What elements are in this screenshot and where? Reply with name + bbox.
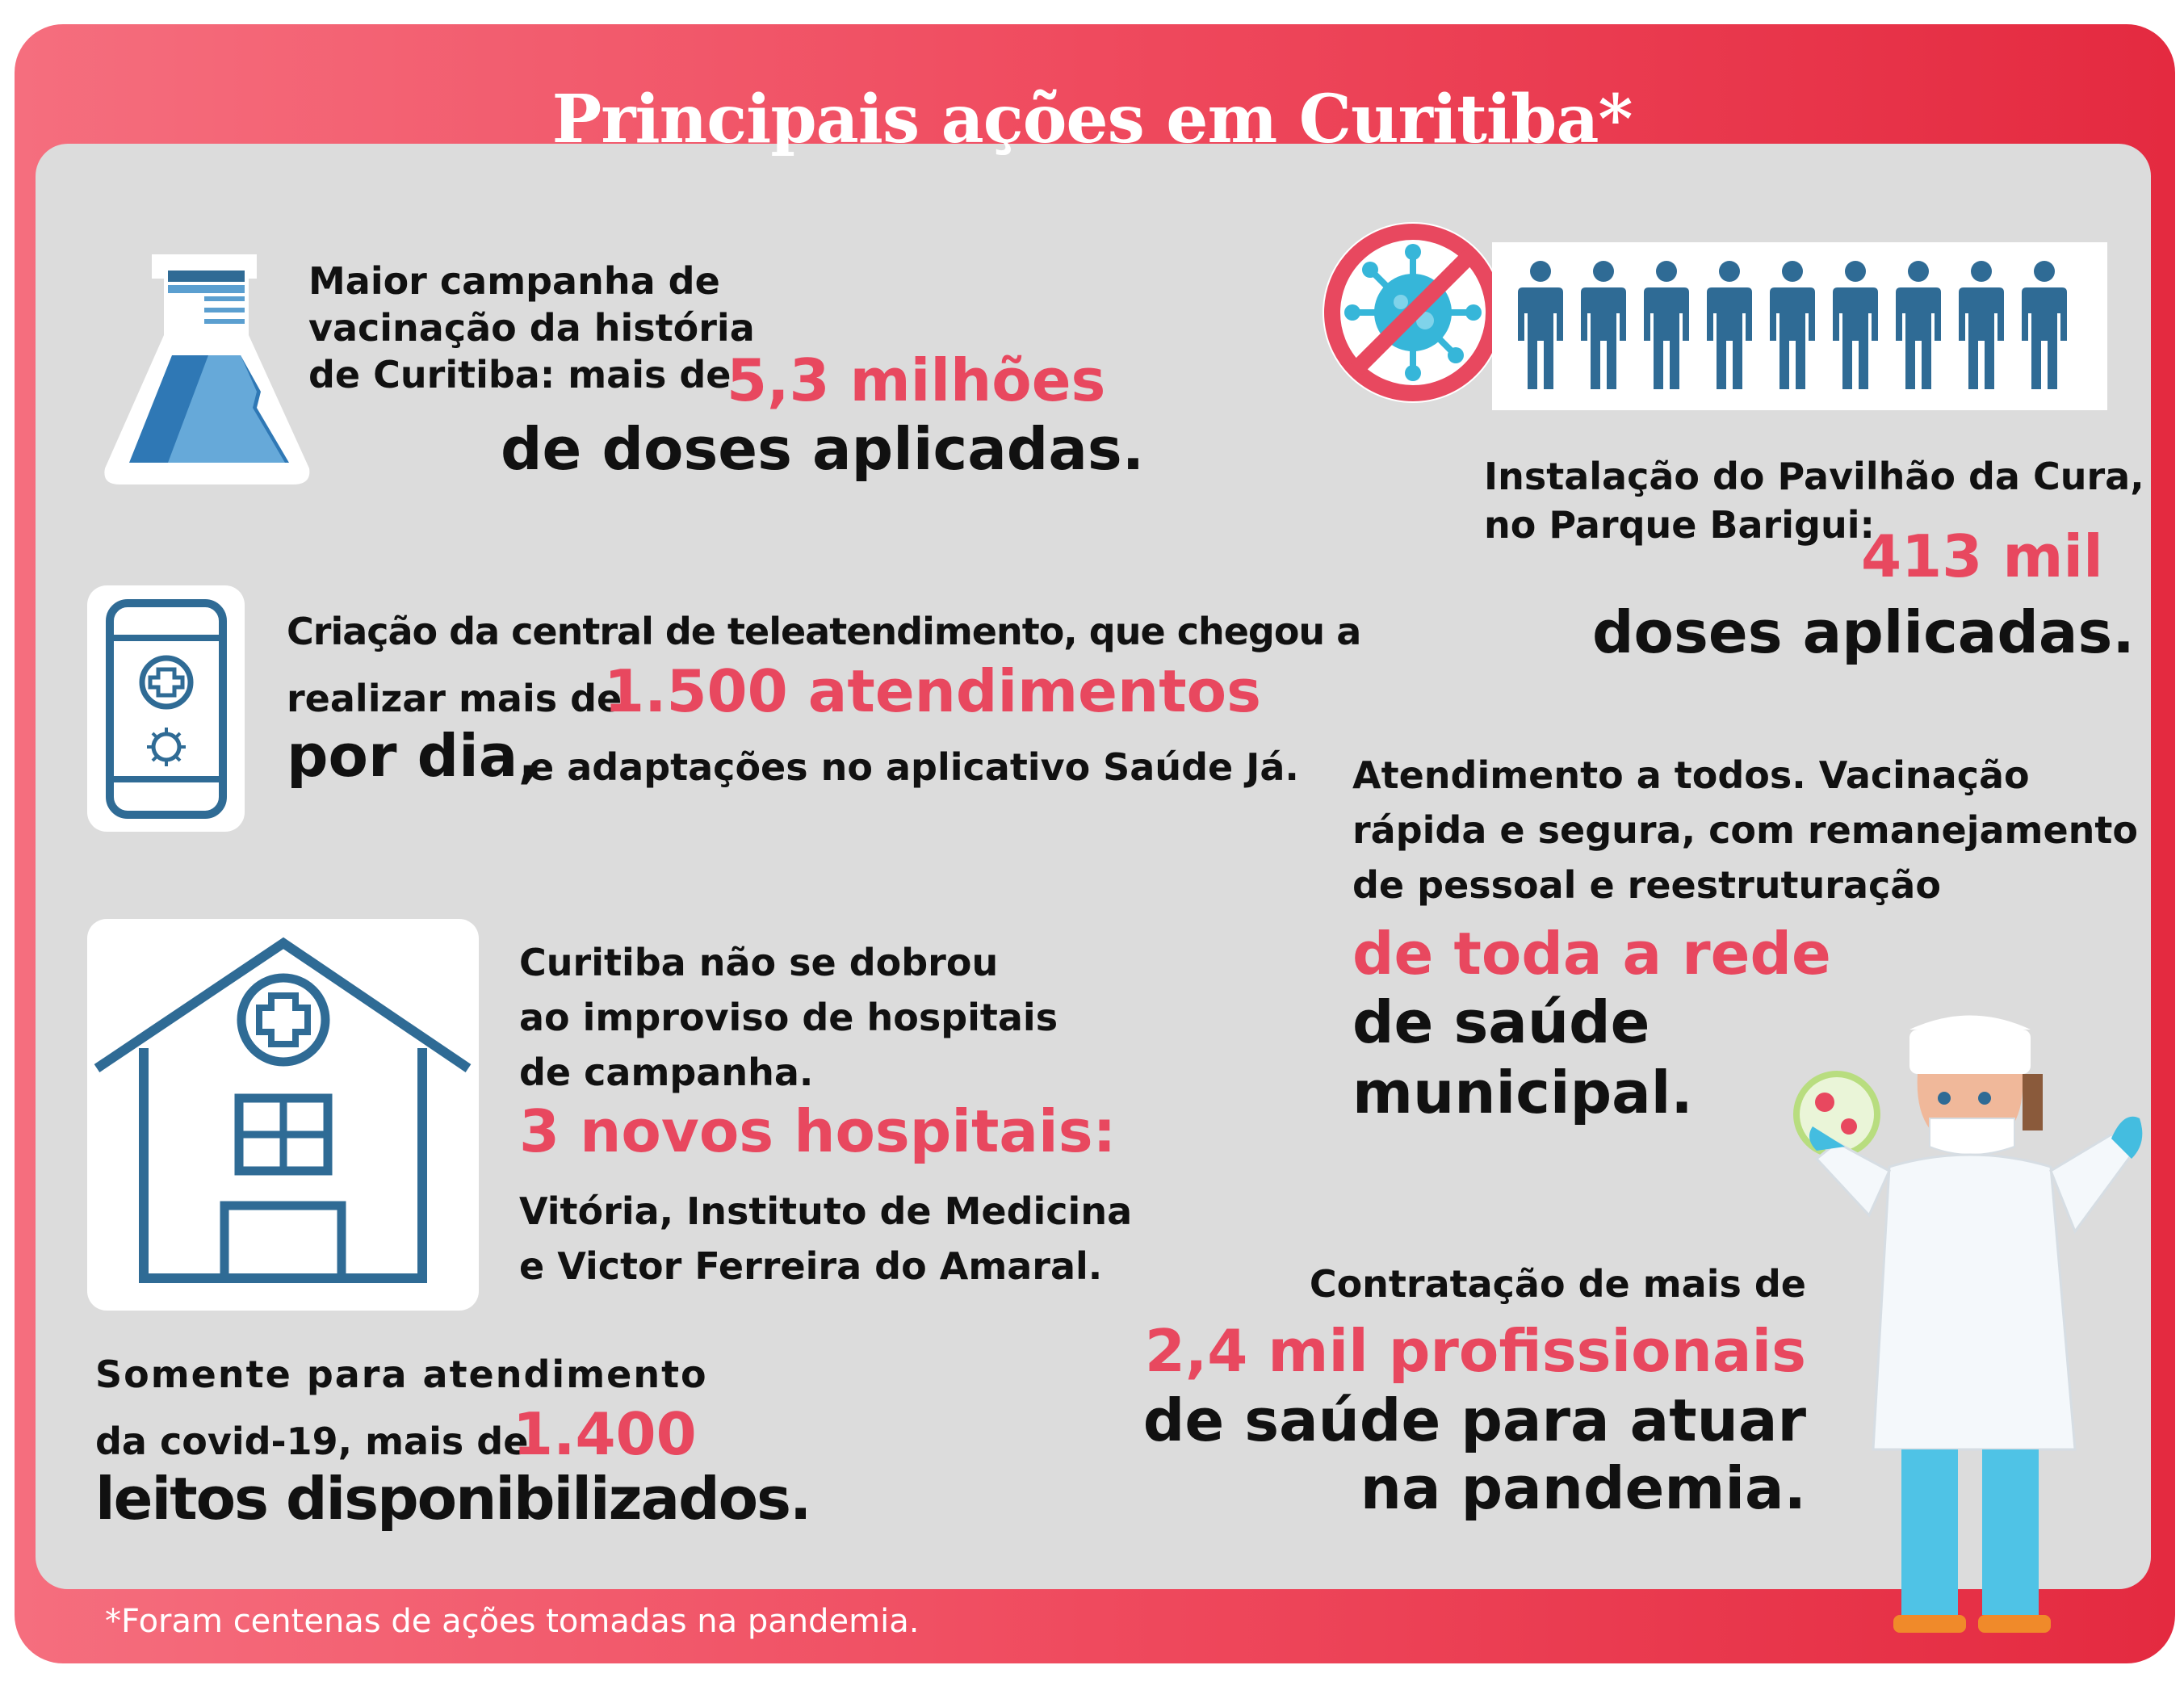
telehealth-highlight: 1.500 atendimentos <box>604 657 1261 725</box>
pavilion-line-1: Instalação do Pavilhão da Cura, <box>1484 455 2144 498</box>
hospitals-line-2: ao improviso de hospitais <box>519 996 1058 1039</box>
people-icon <box>1518 260 2083 396</box>
network-line-5: municipal. <box>1352 1059 1693 1126</box>
page-title: Principais ações em Curitiba* <box>551 81 1633 158</box>
telehealth-line-1: Criação da central de teleatendimento, que chegou a <box>287 610 1361 653</box>
pavilion-line-3: doses aplicadas. <box>1592 598 2135 666</box>
hospitals-line-3: de campanha. <box>519 1051 814 1094</box>
vaccination-highlight: 5,3 milhões <box>727 346 1106 414</box>
network-line-2: rápida e segura, com remanejamento <box>1352 808 2138 852</box>
network-line-4: de saúde <box>1352 988 1650 1056</box>
beds-line-1: Somente para atendimento <box>95 1353 708 1396</box>
network-highlight: de toda a rede <box>1352 920 1831 988</box>
hospitals-line-1: Curitiba não se dobrou <box>519 941 999 984</box>
beds-line-2: da covid-19, mais de <box>95 1420 529 1463</box>
smartphone-health-icon <box>87 585 245 832</box>
vaccination-line-1: Maior campanha de <box>308 259 720 303</box>
telehealth-rest: e adaptações no aplicativo Saúde Já. <box>529 745 1299 789</box>
vaccination-line-4: de doses aplicadas. <box>501 415 1145 483</box>
vaccination-line-3: de Curitiba: mais de <box>308 353 731 396</box>
vaccination-line-2: vacinação da história <box>308 306 755 350</box>
hospitals-highlight: 3 novos hospitais: <box>519 1097 1117 1165</box>
hospitals-line-4: Vitória, Instituto de Medicina <box>519 1189 1133 1233</box>
no-virus-icon <box>1320 220 1506 405</box>
hospital-icon <box>87 919 479 1311</box>
hiring-line-1: Contratação de mais de <box>1309 1262 1806 1306</box>
beds-line-3: leitos disponibilizados. <box>95 1465 811 1533</box>
pavilion-highlight: 413 mil <box>1861 522 2103 590</box>
hiring-line-2: de saúde para atuar <box>1142 1386 1806 1454</box>
network-line-1: Atendimento a todos. Vacinação <box>1352 753 2030 797</box>
hospitals-line-5: e Victor Ferreira do Amaral. <box>519 1244 1103 1288</box>
hiring-line-3: na pandemia. <box>1360 1454 1806 1522</box>
telehealth-line-2: realizar mais de <box>287 677 623 720</box>
footnote: *Foram centenas de ações tomadas na pandemia. <box>105 1603 920 1640</box>
network-line-3: de pessoal e reestruturação <box>1352 863 1941 907</box>
beds-highlight: 1.400 <box>513 1400 697 1468</box>
pavilion-line-2: no Parque Barigui: <box>1484 503 1875 547</box>
hiring-highlight: 2,4 mil profissionais <box>1144 1317 1806 1385</box>
flask-icon <box>95 246 317 489</box>
telehealth-big: por dia, <box>287 722 540 790</box>
